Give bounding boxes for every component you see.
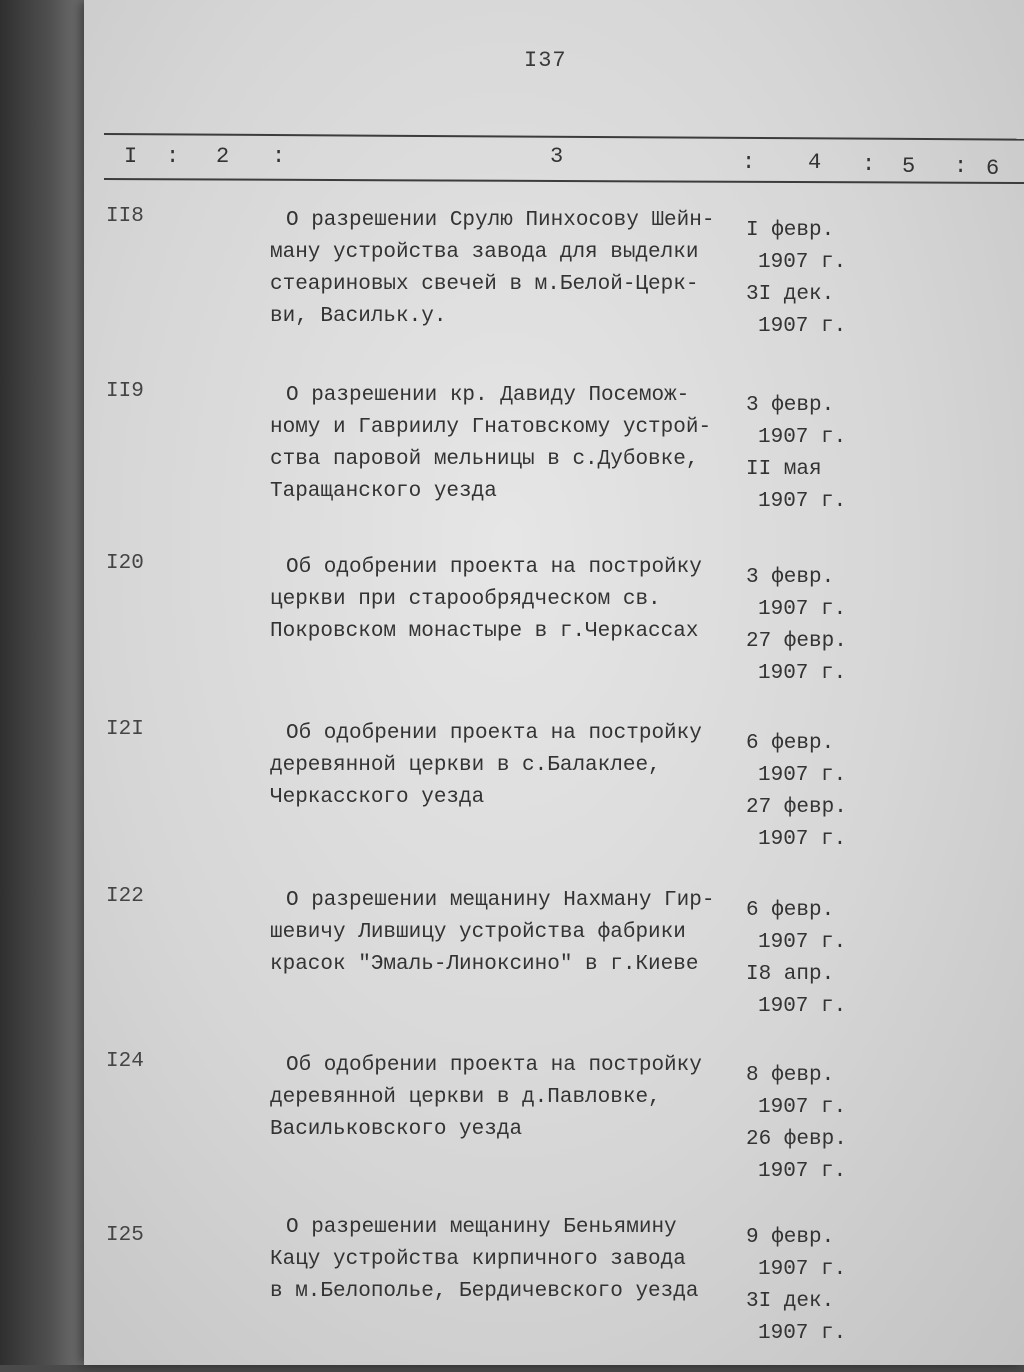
- column-header-1: I: [124, 144, 138, 169]
- entry-text-line: Таращанского уезда: [270, 480, 497, 503]
- start-date: 9 февр.: [746, 1226, 835, 1249]
- end-date: 27 февр.: [746, 630, 847, 653]
- entry-dates: [746, 895, 856, 1023]
- document-page: [84, 0, 1024, 1365]
- entry-dates: [746, 1060, 856, 1188]
- start-year: 1907 г.: [758, 931, 847, 954]
- header-bottom-rule: [104, 178, 1024, 184]
- end-date: I8 апр.: [746, 963, 835, 986]
- start-year: 1907 г.: [758, 251, 847, 274]
- entry-text-line: О разрешении Срулю Пинхосову Шейн-: [286, 209, 715, 232]
- start-year: 1907 г.: [758, 1096, 847, 1119]
- end-year: 1907 г.: [758, 315, 847, 338]
- column-header-2: 2: [216, 144, 230, 169]
- column-separator: :: [862, 152, 876, 177]
- entry-text-line: О разрешении мещанину Нахману Гир-: [286, 889, 715, 912]
- entry-description: [270, 1050, 790, 1146]
- entry-description: [270, 1212, 790, 1308]
- entry-text-line: Об одобрении проекта на постройку: [286, 722, 702, 745]
- end-year: 1907 г.: [758, 1322, 847, 1345]
- entry-text-line: Васильковского уезда: [270, 1118, 523, 1141]
- entry-text-line: ви, Васильк.у.: [270, 305, 447, 328]
- column-header-4: 4: [808, 150, 822, 175]
- entry-dates: [746, 215, 856, 343]
- entry-number: II9: [106, 380, 144, 403]
- document-entry: [84, 718, 1024, 878]
- entry-dates: [746, 728, 856, 856]
- entry-dates: [746, 562, 856, 690]
- entry-number: I20: [106, 552, 144, 575]
- entry-number: I22: [106, 885, 144, 908]
- document-entry: [84, 1050, 1024, 1210]
- start-date: 3 февр.: [746, 566, 835, 589]
- column-separator: :: [272, 144, 286, 169]
- start-year: 1907 г.: [758, 764, 847, 787]
- document-entry: [84, 552, 1024, 712]
- document-entry: [84, 1212, 1024, 1372]
- entry-text-line: О разрешении мещанину Беньямину: [286, 1216, 677, 1239]
- end-year: 1907 г.: [758, 662, 847, 685]
- entry-text-line: деревянной церкви в д.Павловке,: [270, 1086, 661, 1109]
- column-header-6: 6: [986, 156, 1000, 181]
- start-date: 3 февр.: [746, 394, 835, 417]
- entry-text-line: ства паровой мельницы в с.Дубовке,: [270, 448, 699, 471]
- column-header-5: 5: [902, 154, 916, 179]
- entry-text-line: Черкасского уезда: [270, 786, 485, 809]
- entry-text-line: О разрешении кр. Давиду Посемож-: [286, 384, 690, 407]
- book-spine-shadow: [0, 0, 92, 1365]
- end-date: 26 февр.: [746, 1128, 847, 1151]
- document-entry: [84, 380, 1024, 540]
- end-date: 3I дек.: [746, 1290, 835, 1313]
- column-separator: :: [954, 154, 968, 179]
- header-top-rule: [104, 133, 1024, 141]
- entry-dates: [746, 390, 856, 518]
- entry-text-line: церкви при старообрядческом св.: [270, 588, 661, 611]
- end-year: 1907 г.: [758, 1160, 847, 1183]
- page-number: I37: [524, 48, 567, 73]
- entry-description: [270, 380, 790, 508]
- column-header-3: 3: [550, 144, 564, 169]
- document-entry: [84, 885, 1024, 1045]
- entry-description: [270, 552, 790, 648]
- start-date: 8 февр.: [746, 1064, 835, 1087]
- entry-text-line: стеариновых свечей в м.Белой-Церк-: [270, 273, 699, 296]
- entry-text-line: деревянной церкви в с.Балаклее,: [270, 754, 661, 777]
- start-date: I февр.: [746, 219, 835, 242]
- start-date: 6 февр.: [746, 899, 835, 922]
- end-year: 1907 г.: [758, 828, 847, 851]
- end-date: 3I дек.: [746, 283, 835, 306]
- column-separator: :: [742, 150, 756, 175]
- start-year: 1907 г.: [758, 598, 847, 621]
- entry-text-line: Об одобрении проекта на постройку: [286, 1054, 702, 1077]
- entry-number: I2I: [106, 718, 144, 741]
- entry-text-line: в м.Белополье, Бердичевского уезда: [270, 1280, 699, 1303]
- entry-text-line: ному и Гавриилу Гнатовскому устрой-: [270, 416, 712, 439]
- entry-description: [270, 718, 790, 814]
- column-separator: :: [166, 144, 180, 169]
- document-entry: [84, 205, 1024, 365]
- entry-text-line: красок "Эмаль-Линоксино" в г.Киеве: [270, 953, 699, 976]
- start-year: 1907 г.: [758, 426, 847, 449]
- start-year: 1907 г.: [758, 1258, 847, 1281]
- entry-text-line: шевичу Лившицу устройства фабрики: [270, 921, 686, 944]
- entry-dates: [746, 1222, 856, 1350]
- end-date: II мая: [746, 458, 822, 481]
- entry-description: [270, 205, 790, 333]
- start-date: 6 февр.: [746, 732, 835, 755]
- entry-text-line: Об одобрении проекта на постройку: [286, 556, 702, 579]
- entry-number: II8: [106, 205, 144, 228]
- entry-text-line: Кацу устройства кирпичного завода: [270, 1248, 686, 1271]
- end-year: 1907 г.: [758, 995, 847, 1018]
- entry-number: I24: [106, 1050, 144, 1073]
- entry-text-line: ману устройства завода для выделки: [270, 241, 699, 264]
- end-year: 1907 г.: [758, 490, 847, 513]
- entry-number: I25: [106, 1224, 144, 1247]
- end-date: 27 февр.: [746, 796, 847, 819]
- entry-text-line: Покровском монастыре в г.Черкассах: [270, 620, 699, 643]
- entry-description: [270, 885, 790, 981]
